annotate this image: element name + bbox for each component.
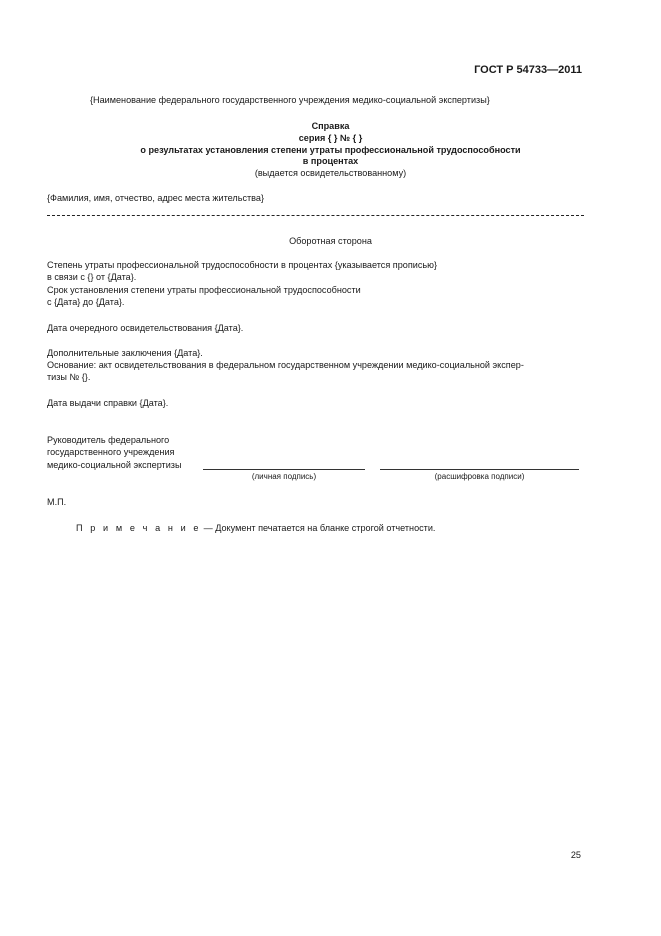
certificate-series-number: серия { } № { } [298,133,363,143]
disability-degree-line-1: Степень утраты профессиональной трудоспособности в процентах {указывается прописью} [47,260,437,270]
institution-name-placeholder: {Наименование федерального государственного учреждения медико-социальной экспертизы} [90,95,490,105]
note-label: П р и м е ч а н и е [76,523,202,533]
note [76,522,435,534]
personal-signature-line [203,469,365,470]
basis-line-2: тизы № {}. [47,372,91,382]
next-exam-date: Дата очередного освидетельствования {Дата}. [47,323,244,333]
head-title-line-3: медико-социальной экспертизы [47,460,182,470]
head-title-line-2: государственного учреждения [47,447,175,457]
personal-signature-caption: (личная подпись) [251,472,317,481]
basis-line-1: Основание: акт освидетельствования в федеральном государственном учреждении медико-социальной экспер- [47,360,524,370]
certificate-subject-line-2: в процентах [302,156,359,166]
document-standard-code: ГОСТ Р 54733—2011 [474,64,582,76]
reverse-side-label: Оборотная сторона [289,236,372,246]
certificate-subject-line-1: о результатах установления степени утраты профессиональной трудоспособности [140,145,521,155]
certificate-title: Справка [311,121,350,131]
signature-decoding-line [380,469,579,470]
disability-degree-line-2: в связи с {} от {Дата}. [47,272,137,282]
additional-conclusions: Дополнительные заключения {Дата}. [47,348,203,358]
head-title-line-1: Руководитель федерального [47,435,170,445]
term-line-2: с {Дата} до {Дата}. [47,297,125,307]
signature-decoding-caption: (расшифровка подписи) [434,472,525,481]
cut-line-divider [47,215,584,216]
page-number: 25 [570,850,581,860]
stamp-place: М.П. [47,497,67,507]
note-text: — Документ печатается на бланке строгой отчетности. [201,523,436,533]
term-line-1: Срок установления степени утраты профессиональной трудоспособности [47,285,361,295]
person-details-placeholder: {Фамилия, имя, отчество, адрес места жительства} [47,193,264,203]
issue-date: Дата выдачи справки {Дата}. [47,398,169,408]
certificate-issued-to: (выдается освидетельствованному) [254,168,407,178]
